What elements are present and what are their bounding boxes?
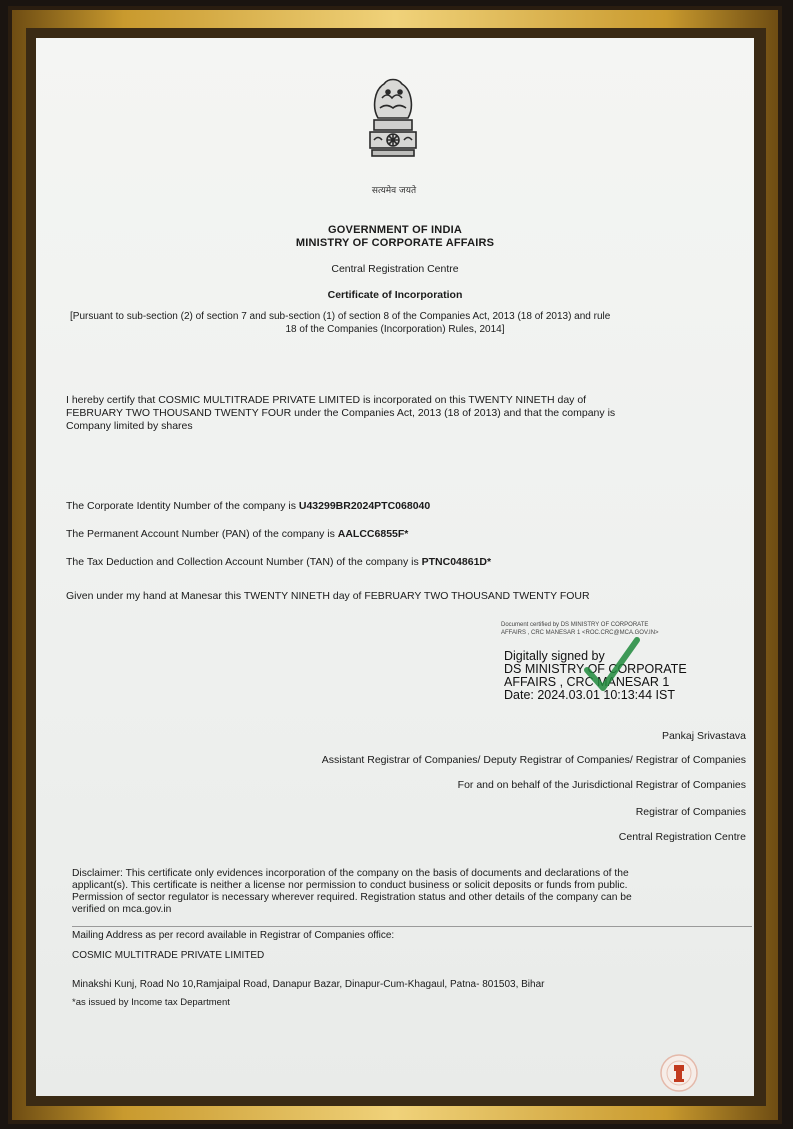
mailing-company: COSMIC MULTITRADE PRIVATE LIMITED [72,950,265,961]
pan-value: AALCC6855F* [337,528,409,540]
cin-label: The Corporate Identity Number of the company is [66,500,299,512]
cin-line [66,500,746,513]
certified-by-line-1: Document certified by DS MINISTRY OF CORPORATE [501,622,649,628]
given-line: Given under my hand at Manesar this TWENTY NINETH day of FEBRUARY TWO THOUSAND TWENTY FOUR [66,590,590,602]
certificate-paper [36,38,754,1096]
crc-line: Central Registration Centre [618,831,746,843]
registrar-designation: Assistant Registrar of Companies/ Deputy Registrar of Companies/ Registrar of Companies [321,754,746,766]
emblem-caption: सत्यमेव जयते [371,186,417,196]
tan-value: PTNC04861D* [421,556,492,568]
pan-label: The Permanent Account Number (PAN) of the company is [66,528,338,540]
signed-line-1: Digitally signed by [504,649,605,663]
tan-line [66,556,746,569]
centre-name: Central Registration Centre [331,263,459,275]
behalf-line: For and on behalf of the Jurisdictional Registrar of Companies [457,779,746,791]
roc-line: Registrar of Companies [635,806,746,818]
pursuant-line-2: 18 of the Companies (Incorporation) Rules, 2014] [285,324,505,335]
disclaimer-line-3: Permission of sector regulator is necessary wherever required. Registration status and other details of the company can be [72,892,632,903]
national-emblem-icon [358,68,428,178]
pursuant-line-1: [Pursuant to sub-section (2) of section 7 and sub-section (1) of section 8 of the Companies Act, 2013 (18 of 2013) and rule [70,311,611,322]
registrar-name: Pankaj Srivastava [661,730,746,742]
signature-valid-check-icon [581,634,643,696]
signed-date: Date: 2024.03.01 10:13:44 IST [504,688,675,702]
ministry-heading: MINISTRY OF CORPORATE AFFAIRS [295,237,495,249]
pan-line [66,528,746,541]
signed-line-3: AFFAIRS , CRC MANESAR 1 [504,675,670,689]
official-seal-icon [656,1053,702,1093]
certify-line-1: I hereby certify that COSMIC MULTITRADE PRIVATE LIMITED is incorporated on this TWENTY NINETH day of [66,394,587,406]
income-tax-footnote: *as issued by Income tax Department [72,997,230,1008]
certified-by-line-2: AFFAIRS , CRC MANESAR 1 <ROC.CRC@MCA.GOV.IN> [501,630,659,636]
certify-line-2: FEBRUARY TWO THOUSAND TWENTY FOUR under the Companies Act, 2013 (18 of 2013) and that the company is [66,407,616,419]
certify-line-3: Company limited by shares [66,420,193,432]
mailing-address: Minakshi Kunj, Road No 10,Ramjaipal Road, Danapur Bazar, Dinapur-Cum-Khagaul, Patna- 801503, Bihar [72,979,545,990]
disclaimer [72,868,762,916]
cin-value: U43299BR2024PTC068040 [298,500,431,512]
tan-label: The Tax Deduction and Collection Account Number (TAN) of the company is [66,556,422,568]
divider [72,926,752,927]
government-heading: GOVERNMENT OF INDIA [328,224,462,236]
mailing-label: Mailing Address as per record available in Registrar of Companies office: [72,930,395,941]
disclaimer-line-1: Disclaimer: This certificate only evidences incorporation of the company on the basis of documents and declarations of the [72,868,629,879]
disclaimer-line-2: applicant(s). This certificate is neither a license nor permission to conduct business or solicit deposits or funds from public. [72,880,628,891]
signed-line-2: DS MINISTRY OF CORPORATE [504,662,687,676]
disclaimer-line-4: verified on mca.gov.in [72,904,172,915]
certificate-title: Certificate of Incorporation [327,289,463,301]
